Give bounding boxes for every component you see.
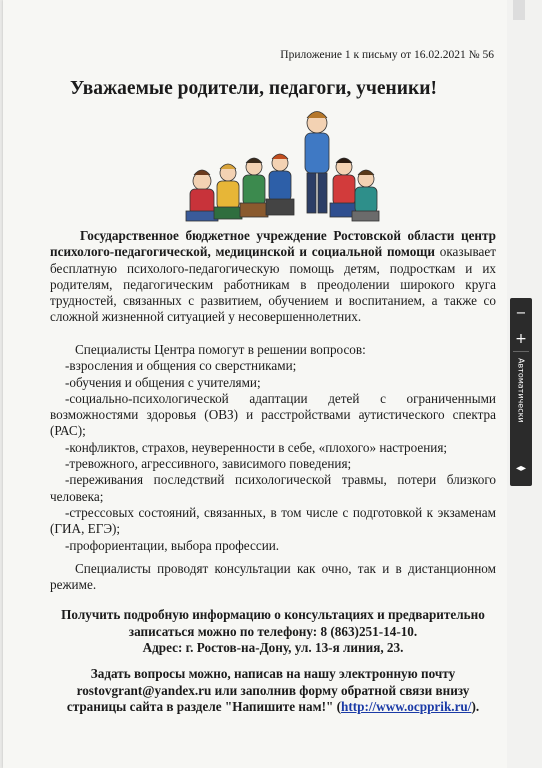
- phone-line-1: Получить подробную информацию о консультациях и предварительно: [61, 607, 485, 622]
- fit-mode-label: Автоматически: [516, 358, 526, 423]
- list-item: -профориентации, выбора профессии.: [65, 537, 280, 553]
- zoom-divider: [513, 351, 529, 352]
- help-topics-list: [50, 342, 496, 554]
- phone-line-2: записаться можно по телефону: 8 (863)251-14-10.: [128, 623, 418, 639]
- children-illustration: [180, 103, 380, 228]
- intro-paragraph: [50, 228, 496, 326]
- list-item: -переживания последствий психологической травмы, потери близкого человека;: [50, 472, 496, 504]
- email-line-1: Задать вопросы можно, написав на нашу электронную почту: [90, 666, 456, 681]
- site-section-text: страницы сайта в разделе "Напишите нам!" (: [66, 699, 341, 714]
- zoom-panel: [510, 298, 532, 486]
- email-contact-block: [40, 666, 506, 716]
- email-line-3: [40, 699, 506, 716]
- closing-punctuation: ).: [471, 699, 480, 714]
- list-item: -обучения и общения с учителями;: [65, 374, 261, 390]
- center-name: Государственное бюджетное учреждение Ростовской области центр психолого-педагогической, медицинской и социальной помощи: [50, 228, 496, 260]
- list-item: -стрессовых состояний, связанных, в том числе с подготовкой к экзаменам (ГИА, ЕГЭ);: [50, 504, 496, 537]
- page-title: Уважаемые родители, педагоги, ученики!: [70, 78, 437, 99]
- list-lead: Специалисты Центра помогут в решении вопросов:: [75, 342, 366, 357]
- consultation-mode-text: Специалисты проводят консультации как очно, так и в дистанционном режиме.: [50, 561, 496, 593]
- scroll-thumb[interactable]: [513, 0, 525, 20]
- fit-mode-button[interactable]: [510, 358, 532, 458]
- zoom-out-button[interactable]: −: [515, 306, 527, 321]
- zoom-in-button[interactable]: +: [515, 331, 527, 347]
- panel-toggle-icon[interactable]: ◂▸: [515, 463, 527, 474]
- phone-contact-block: [40, 607, 506, 657]
- list-item: -конфликтов, страхов, неуверенности в себе, «плохого» настроения;: [65, 439, 448, 455]
- website-link[interactable]: http://www.ocpprik.ru/: [341, 699, 472, 714]
- intro-text: оказывает бесплатную психолого-педагогическую помощь детям, подросткам и их родителям, педагогическим работникам в преодолении широкого круга трудностей, связанных с развитием, обучением и воспитанием, а также со сложной жизненной ситуацией у несовершеннолетних.: [50, 244, 497, 325]
- list-item: -социально-психологической адаптации детей с ограниченными возможностями здоровья (ОВЗ) и расстройствами аутистического спектра (РАС);: [50, 390, 496, 439]
- list-item: -взросления и общения со сверстниками;: [65, 358, 297, 374]
- address-line: Адрес: г. Ростов-на-Дону, ул. 13-я линия, 23.: [142, 640, 404, 655]
- appendix-note: Приложение 1 к письму от 16.02.2021 № 56: [280, 49, 494, 61]
- list-item: -тревожного, агрессивного, зависимого поведения;: [65, 456, 352, 472]
- email-line-2: rostovgrant@yandex.ru или заполнив форму обратной связи внизу: [76, 682, 470, 698]
